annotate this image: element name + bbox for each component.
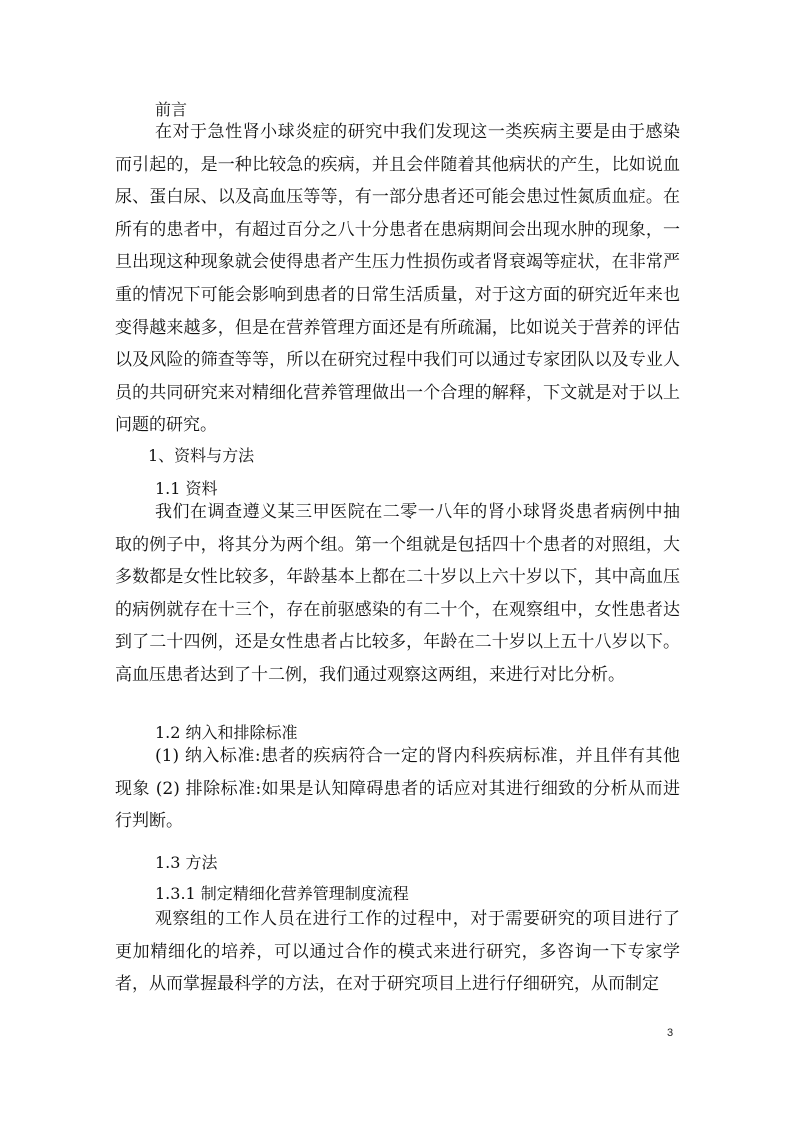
paragraph-text: 在对于急性肾小球炎症的研究中我们发现这一类疾病主要是由于感染而引起的，是一种比较急的疾病，并且会伴随着其他病状的产生，比如说血尿、蛋白尿、以及高血压等等，有一部分患者还可能会患过性氮质血症。在所有的患者中，有超过百分之八十分患者在患病期间会出现水肿的现象，一旦出现这种现象就会使得患者产生压力性损伤或者肾衰竭等症状，在非常严重的情况下可能会影响到患者的日常生活质量，对于这方面的研究近年来也变得越来越多，但是在营养管理方面还是有所疏漏，比如说关于营养的评估以及风险的筛查等等，所以在研究过程中我们可以通过专家团队以及专业人员的共同研究来对精细化营养管理做出一个合理的解释，下文就是对于以上问题的研究。 <box>115 122 680 436</box>
paragraph-text: 观察组的工作人员在进行工作的过程中，对于需要研究的项目进行了更加精细化的培养，可以通过合作的模式来进行研究，多咨询一下专家学者，从而掌握最科学的方法，在对于研究项目上进行仔细研究，从而制定 <box>115 909 680 995</box>
section-heading-preface: 前言 <box>155 100 188 119</box>
page-number: 3 <box>667 1027 674 1039</box>
section-heading-1: 1、资料与方法 <box>148 446 255 465</box>
paragraph-preface <box>115 116 680 442</box>
paragraph-text: (1) 纳入标准:患者的疾病符合一定的肾内科疾病标准，并且伴有其他现象 (2) 排除标准:如果是认知障碍患者的话应对其进行细致的分析从而进行判断。 <box>115 746 680 832</box>
paragraph-1-3-1 <box>115 903 680 1001</box>
paragraph-text: 我们在调查遵义某三甲医院在二零一八年的肾小球肾炎患者病例中抽取的例子中，将其分为两个组。第一个组就是包括四十个患者的对照组，大多数都是女性比较多，年龄基本上都在二十岁以上六十岁以下，其中高血压的病例就存在十三个，存在前驱感染的有二十个，在观察组中，女性患者达到了二十四例，还是女性患者占比较多，年龄在二十岁以上五十八岁以下。高血压患者达到了十二例，我们通过观察这两组，来进行对比分析。 <box>115 502 680 685</box>
section-heading-1-3: 1.3 方法 <box>155 853 218 872</box>
section-heading-1-2: 1.2 纳入和排除标准 <box>155 723 298 742</box>
section-heading-1-3-1: 1.3.1 制定精细化营养管理制度流程 <box>155 884 409 903</box>
paragraph-1-1 <box>115 496 680 692</box>
section-heading-1-1: 1.1 资料 <box>155 479 218 498</box>
paragraph-1-2 <box>115 740 680 838</box>
